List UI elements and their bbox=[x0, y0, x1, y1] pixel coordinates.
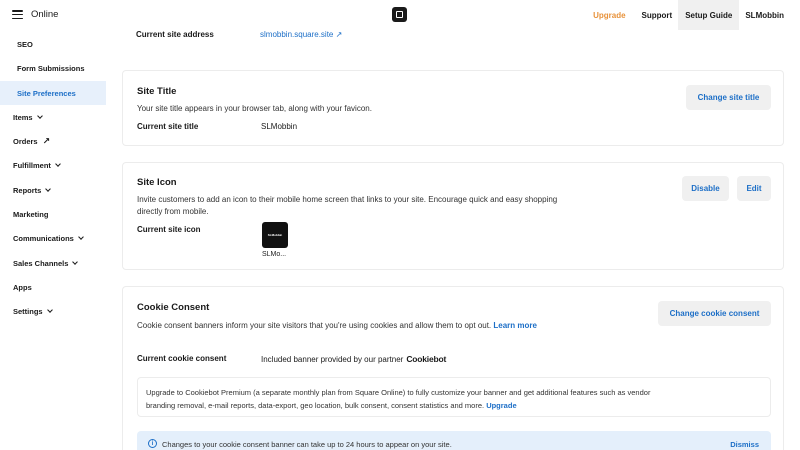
chevron-down-icon bbox=[73, 259, 79, 265]
chevron-down-icon bbox=[55, 161, 61, 167]
support-link[interactable]: Support bbox=[641, 10, 673, 20]
site-title-description: Your site title appears in your browser tab, along with your favicon. bbox=[137, 104, 372, 113]
current-site-title-value: SLMobbin bbox=[261, 122, 298, 131]
external-link-icon: ↗ bbox=[335, 30, 343, 39]
cookiebot-upsell-box bbox=[137, 377, 771, 417]
site-address-link[interactable]: slmobbin.square.site ↗ bbox=[260, 30, 343, 39]
cookie-consent-card bbox=[122, 286, 784, 450]
disable-icon-button[interactable]: Disable bbox=[682, 176, 729, 201]
site-icon-thumbnail: SLMobbin bbox=[262, 222, 288, 248]
sidebar-item-fulfillment[interactable]: Fulfillment bbox=[0, 153, 106, 177]
current-site-icon-label: Current site icon bbox=[137, 225, 201, 234]
current-site-title-label: Current site title bbox=[137, 122, 199, 131]
site-title-card bbox=[122, 70, 784, 146]
sidebar-item-communications[interactable]: Communications bbox=[0, 226, 106, 250]
site-address-label: Current site address bbox=[136, 30, 214, 39]
chevron-down-icon bbox=[46, 186, 52, 192]
notice-text: Changes to your cookie consent banner can take up to 24 hours to appear on your site. bbox=[162, 440, 452, 449]
upsell-text-2: branding removal, e-mail reports, data-export, geo location, bulk consent, consent statistics and more. Upgrade bbox=[146, 401, 517, 410]
upgrade-link[interactable]: Upgrade bbox=[593, 10, 626, 20]
chevron-down-icon bbox=[78, 234, 84, 240]
current-cookie-consent-label: Current cookie consent bbox=[137, 354, 227, 363]
user-menu[interactable]: SLMobbin bbox=[745, 10, 784, 20]
cookie-consent-description: Cookie consent banners inform your site visitors that you're using cookies and allow them to opt out. Learn more bbox=[137, 321, 537, 330]
change-site-title-button[interactable]: Change site title bbox=[686, 85, 771, 110]
current-site-title-row bbox=[137, 122, 737, 132]
sidebar-item-form-submissions[interactable]: Form Submissions bbox=[17, 63, 85, 73]
site-icon-description-2: directly from mobile. bbox=[137, 207, 209, 216]
setup-guide-button[interactable]: Setup Guide bbox=[678, 0, 739, 30]
sidebar-item-orders[interactable]: Orders ↗ bbox=[13, 135, 51, 146]
sidebar-item-site-preferences[interactable]: Site Preferences bbox=[0, 81, 106, 105]
cookiebot-logo: Cookiebot bbox=[406, 354, 447, 364]
site-icon-heading: Site Icon bbox=[137, 177, 177, 188]
chevron-down-icon bbox=[37, 113, 43, 119]
edit-icon-button[interactable]: Edit bbox=[737, 176, 771, 201]
sidebar-item-sales-channels[interactable]: Sales Channels bbox=[0, 251, 106, 275]
current-cookie-consent-row bbox=[137, 354, 737, 364]
site-title-heading: Site Title bbox=[137, 86, 177, 97]
upgrade-link[interactable]: Upgrade bbox=[486, 401, 517, 410]
current-cookie-consent-value: Included banner provided by our partner Cookiebot bbox=[261, 354, 447, 364]
change-cookie-consent-button[interactable]: Change cookie consent bbox=[658, 301, 771, 326]
site-address-row bbox=[136, 30, 736, 40]
info-icon: i bbox=[148, 439, 157, 448]
cookie-notice-banner bbox=[137, 431, 771, 450]
sidebar-item-seo[interactable]: SEO bbox=[17, 39, 33, 49]
app-title: Online bbox=[31, 9, 59, 20]
upsell-text-1: Upgrade to Cookiebot Premium (a separate monthly plan from Square Online) to fully customize your banner and get additional features such as vendor bbox=[146, 388, 651, 397]
sidebar-item-reports[interactable]: Reports bbox=[0, 178, 106, 202]
sidebar-item-settings[interactable]: Settings bbox=[0, 299, 106, 323]
menu-icon[interactable] bbox=[12, 10, 23, 19]
current-site-icon-row bbox=[137, 225, 737, 235]
external-link-icon: ↗ bbox=[42, 135, 51, 146]
top-bar bbox=[0, 0, 800, 30]
learn-more-link[interactable]: Learn more bbox=[493, 321, 537, 330]
cookie-consent-heading: Cookie Consent bbox=[137, 302, 210, 313]
chevron-down-icon bbox=[47, 307, 53, 313]
sidebar bbox=[0, 30, 106, 450]
sidebar-item-items[interactable]: Items bbox=[0, 105, 106, 129]
square-logo-icon[interactable] bbox=[392, 7, 407, 22]
site-icon-card bbox=[122, 162, 784, 270]
sidebar-item-apps[interactable]: Apps bbox=[13, 282, 32, 292]
site-icon-thumb-label: SLMo... bbox=[262, 251, 287, 258]
dismiss-button[interactable]: Dismiss bbox=[730, 440, 759, 449]
sidebar-item-marketing[interactable]: Marketing bbox=[13, 209, 49, 219]
site-icon-description-1: Invite customers to add an icon to their mobile home screen that links to your site. Encourage quick and easy shopping bbox=[137, 195, 558, 204]
